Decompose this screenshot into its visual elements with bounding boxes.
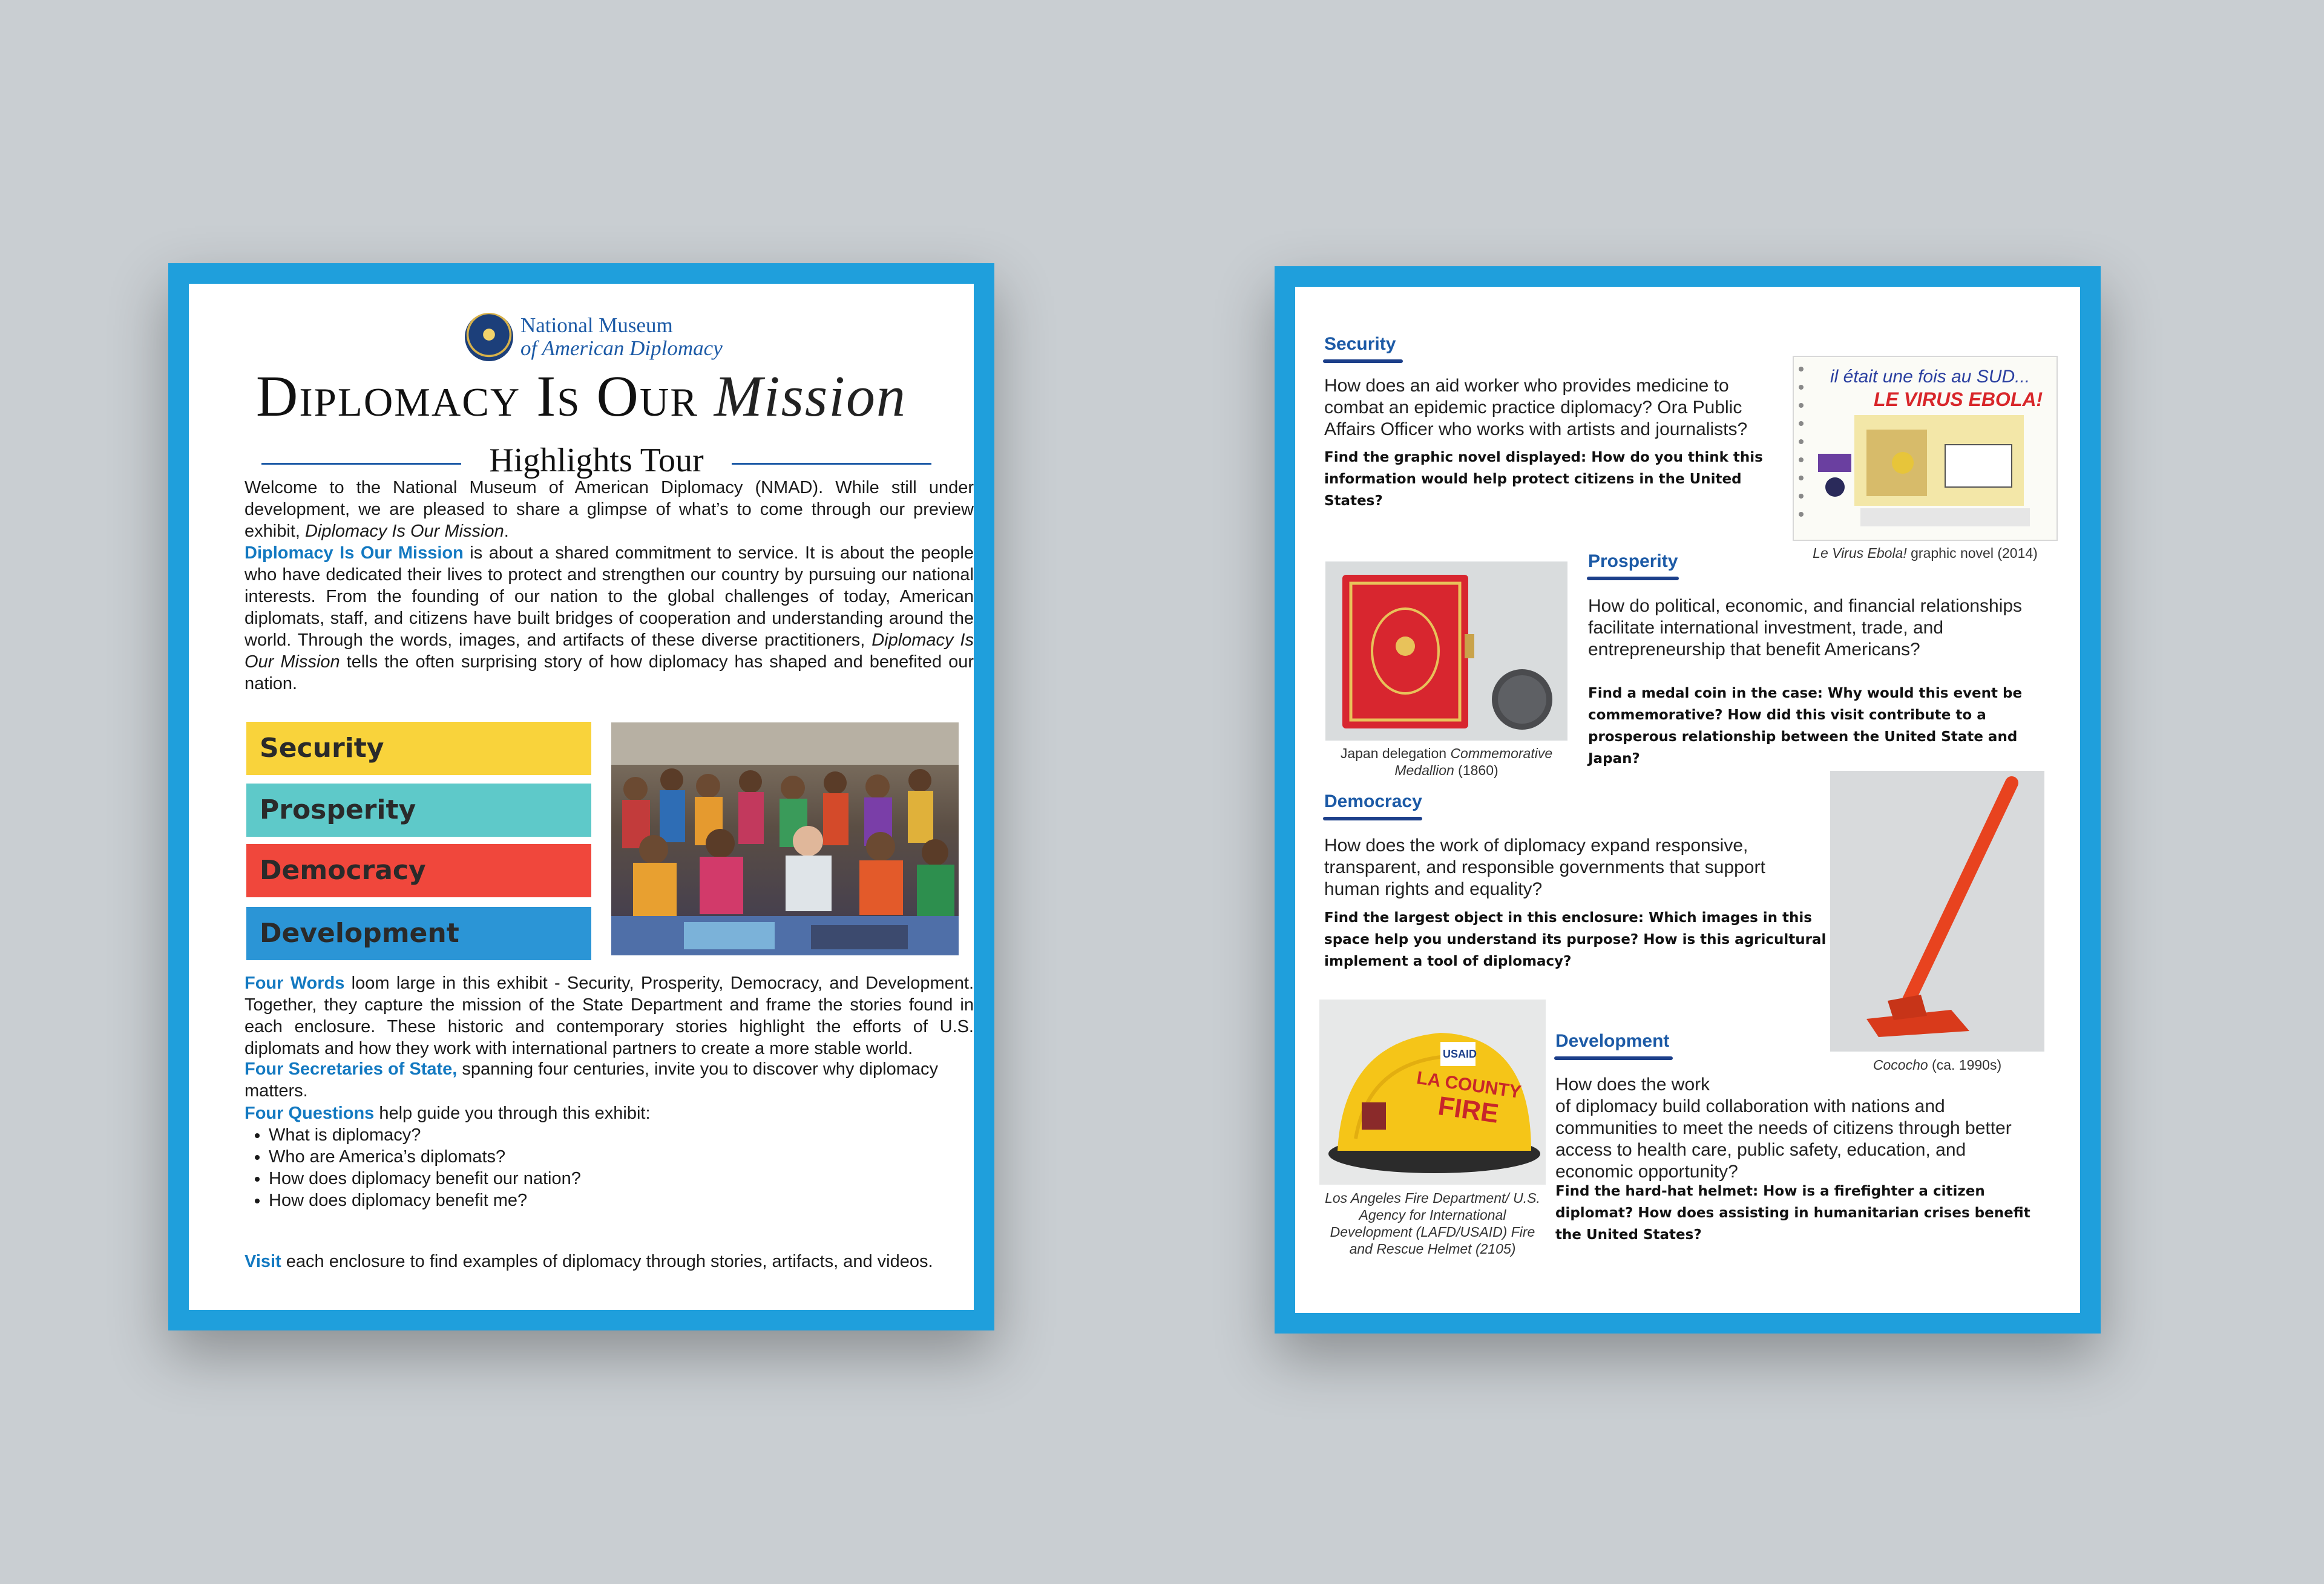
right-page-content [1295,287,2080,1313]
cococho-caption-rest: (ca. 1990s) [1928,1057,2002,1073]
museum-brand [520,314,723,360]
development-task: Find the hard-hat helmet: How is a firefighter a citizen diplomat? How does assisting in humanitarian crises benefit the United States? [1555,1183,2030,1243]
fire-helmet-caption: Los Angeles Fire Department/ U.S. Agency for International Development (LAFD/USAID) Fire and Rescue Helmet (2105) [1325,1190,1540,1257]
left-page-content [189,284,974,1310]
democracy-heading: Democracy [1324,791,1422,811]
security-underline [1323,359,1403,363]
list-item: • How does diplomacy benefit me? [269,1190,974,1211]
subtitle-rule-right [732,463,931,465]
graphic-novel-caption-rest: graphic novel (2014) [1906,545,2038,561]
democracy-task: Find the largest object in this enclosure: Which images in this space help you understand its purpose? How is this agricultural implement a tool of diplomacy? [1324,910,1827,969]
secretaries-text: spanning four centuries, invite you to discover why diplomacy matters. [245,1059,939,1101]
prosperity-heading: Prosperity [1588,551,1678,571]
mission-text-a: is about a shared commitment to service. It is about the people who have dedicated their lives to protect and strengthen our country by pursuing our national interests. From the founding of our nation to the global challenges of today, American diplomats, staff, and citizens have built bridges of cooperation and understanding around the world. Through the words, images, and artifacts of these diverse practitioners, [245,543,974,650]
cococho-illustration [1830,771,2044,1052]
questions-intro: help guide you through this exhibit: [374,1104,651,1123]
medallion-case-image [1325,561,1567,741]
fire-helmet-image [1319,1000,1546,1185]
helmet-badge-text: USAID [1443,1048,1477,1060]
subtitle-block [261,442,931,479]
mission-paragraph [245,542,974,695]
questions-lead: Four Questions [245,1104,375,1123]
state-department-seal-icon [465,313,513,361]
prosperity-task: Find a medal coin in the case: Why would this event be commemorative? How did this visit contribute to a prosperous relationship between the United State and Japan? [1588,686,2023,767]
development-question: How does the work of diplomacy build collaboration with nations and communities to meet the needs of citizens through better access to health care, public safety, education, and economic opportunity? [1555,1075,2012,1182]
book-title-line-2: LE VIRUS EBOLA! [1874,388,2043,410]
helmet-text-line-2: FIRE [1436,1091,1501,1129]
intro-paragraph [245,477,974,542]
crowd-photo-image [611,722,959,955]
brand-line-2: of American Diplomacy [520,336,723,360]
list-item: • What is diplomacy? [269,1124,974,1146]
left-flyer-page [168,263,994,1330]
democracy-underline [1323,817,1422,820]
right-flyer-page [1275,266,2101,1334]
cococho-caption [1830,1056,2044,1073]
medallion-caption-a: Japan delegation [1340,745,1451,761]
medallion-caption-b: (1860) [1454,762,1498,778]
security-question: How does an aid worker who provides medicine to combat an epidemic practice diplomacy? Ora Public Affairs Officer who works with artists and journalists? [1324,376,1748,439]
theme-bar-prosperity: Prosperity [246,784,591,837]
graphic-novel-image [1793,356,2058,541]
visit-paragraph [245,1251,947,1272]
four-words-text: loom large in this exhibit - Security, Prosperity, Democracy, and Development. Together, they capture the mission of the State Department and frame the stories found in each enclosure. These historic and contemporary stories highlight the efforts of U.S. diplomats and how they work with international partners to create a more stable world. [245,974,974,1058]
development-underline [1554,1056,1673,1060]
medallion-caption-title: Commemorative Medallion [1394,745,1553,778]
list-item: • Who are America’s diplomats? [269,1146,974,1168]
security-heading: Security [1324,334,1396,354]
crowd-photo [611,722,959,955]
questions-list [245,1124,974,1211]
helmet-text-line-1: LA COUNTY [1415,1068,1523,1102]
prosperity-question: How do political, economic, and financial relationships facilitate international investment, trade, and entrepreneurship that benefit Americans? [1588,596,2023,659]
secretaries-paragraph [245,1058,974,1102]
mission-lead: Diplomacy Is Our Mission [245,543,464,563]
questions-paragraph [245,1102,974,1211]
intro-exhibit-name: Diplomacy Is Our Mission [304,522,504,541]
book-title-line-1: il était une fois au SUD... [1830,367,2030,387]
graphic-novel-caption [1793,545,2058,561]
secretaries-lead: Four Secretaries of State, [245,1059,458,1079]
title-script: Mission [714,364,907,428]
medallion-case-illustration [1325,561,1567,741]
page-title [189,362,974,430]
intro-text: Welcome to the National Museum of American Diplomacy (NMAD). While still under development, we are pleased to share a glimpse of what’s to come through our preview exhibit, [245,478,974,541]
medallion-caption [1325,745,1567,779]
mission-text-b: tells the often surprising story of how diplomacy has shaped and benefited our nation. [245,652,974,693]
graphic-novel-caption-title: Le Virus Ebola! [1813,545,1907,561]
theme-bar-security: Security [246,722,591,775]
title-main: Diplomacy Is Our [256,364,698,428]
development-heading: Development [1555,1031,1670,1051]
theme-bar-democracy: Democracy [246,844,591,897]
intro-end: . [504,522,509,541]
four-words-lead: Four Words [245,974,345,993]
theme-bar-development: Development [246,907,591,960]
prosperity-underline [1587,577,1679,580]
visit-text: each enclosure to find examples of diplomacy through stories, artifacts, and videos. [281,1252,933,1271]
cococho-image [1830,771,2044,1052]
security-task: Find the graphic novel displayed: How do you think this information would help protect citizens in the United States? [1324,450,1763,509]
mission-exhibit-name: Diplomacy Is Our Mission [245,630,974,672]
cococho-caption-title: Cococho [1873,1057,1928,1073]
brand-line-1: National Museum [520,313,673,337]
four-words-paragraph [245,972,974,1059]
list-item: • How does diplomacy benefit our nation? [269,1168,974,1190]
subtitle: Highlights Tour [489,442,704,479]
democracy-question: How does the work of diplomacy expand responsive, transparent, and responsible governments that support human rights and equality? [1324,836,1765,899]
visit-lead: Visit [245,1252,281,1271]
